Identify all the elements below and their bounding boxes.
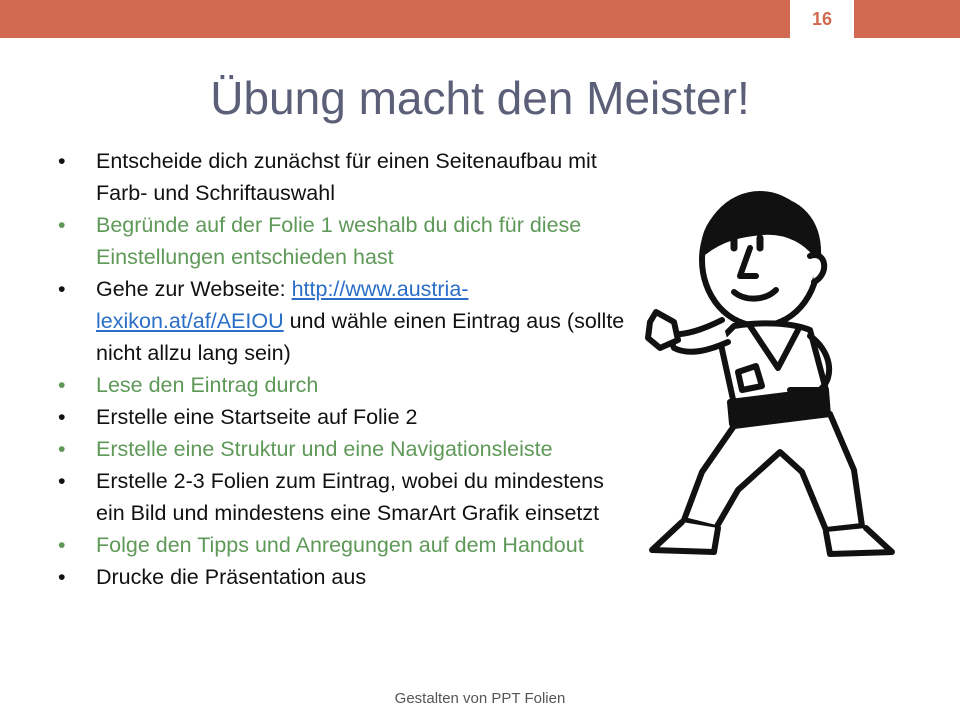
bullet-dot: • xyxy=(58,437,66,461)
bullet-dot: • xyxy=(58,565,66,589)
bullet-dot: • xyxy=(58,405,66,429)
bullet-text: Erstelle 2-3 Folien zum Eintrag, wobei du mindestens ein Bild und mindestens eine SmarArt Grafik einsetzt xyxy=(96,469,604,525)
bullet-dot: • xyxy=(58,213,66,237)
bullet-item xyxy=(58,529,628,561)
bullet-dot: • xyxy=(58,373,66,397)
bullet-text-after-link: und wähle einen Eintrag aus (sollte nicht allzu lang sein) xyxy=(96,309,625,365)
bullet-item xyxy=(58,209,628,273)
slide-number: 16 xyxy=(790,0,854,38)
bullet-item xyxy=(58,145,628,209)
bullet-item xyxy=(58,433,628,465)
bullet-text: Erstelle eine Struktur und eine Navigationsleiste xyxy=(96,437,553,461)
bullet-item xyxy=(58,401,628,433)
bullet-text-before-link: Gehe zur Webseite: xyxy=(96,277,292,301)
bullet-item xyxy=(58,369,628,401)
bullet-dot: • xyxy=(58,533,66,557)
bullet-text: Drucke die Präsentation aus xyxy=(96,565,367,589)
austria-lexikon-link[interactable]: http://www.austria-lexikon.at/af/AEIOU xyxy=(96,277,469,333)
bullet-text: Lese den Eintrag durch xyxy=(96,373,319,397)
bullet-list xyxy=(58,145,628,593)
slide-footer: Gestalten von PPT Folien xyxy=(394,690,566,707)
bullet-item xyxy=(58,561,628,593)
bullet-text: Folge den Tipps und Anregungen auf dem Handout xyxy=(96,533,584,557)
bullet-item xyxy=(58,273,628,369)
slide-title: Übung macht den Meister! xyxy=(210,72,750,124)
bullet-item xyxy=(58,465,628,529)
bullet-text: Erstelle eine Startseite auf Folie 2 xyxy=(96,405,418,429)
bullet-dot: • xyxy=(58,469,66,493)
bullet-dot: • xyxy=(58,277,66,301)
bullet-dot: • xyxy=(58,149,66,173)
karate-figure-icon xyxy=(630,190,940,570)
bullet-text: Entscheide dich zunächst für einen Seitenaufbau mit Farb- und Schriftauswahl xyxy=(96,149,597,205)
bullet-text: Begründe auf der Folie 1 weshalb du dich für diese Einstellungen entschieden hast xyxy=(96,213,582,269)
